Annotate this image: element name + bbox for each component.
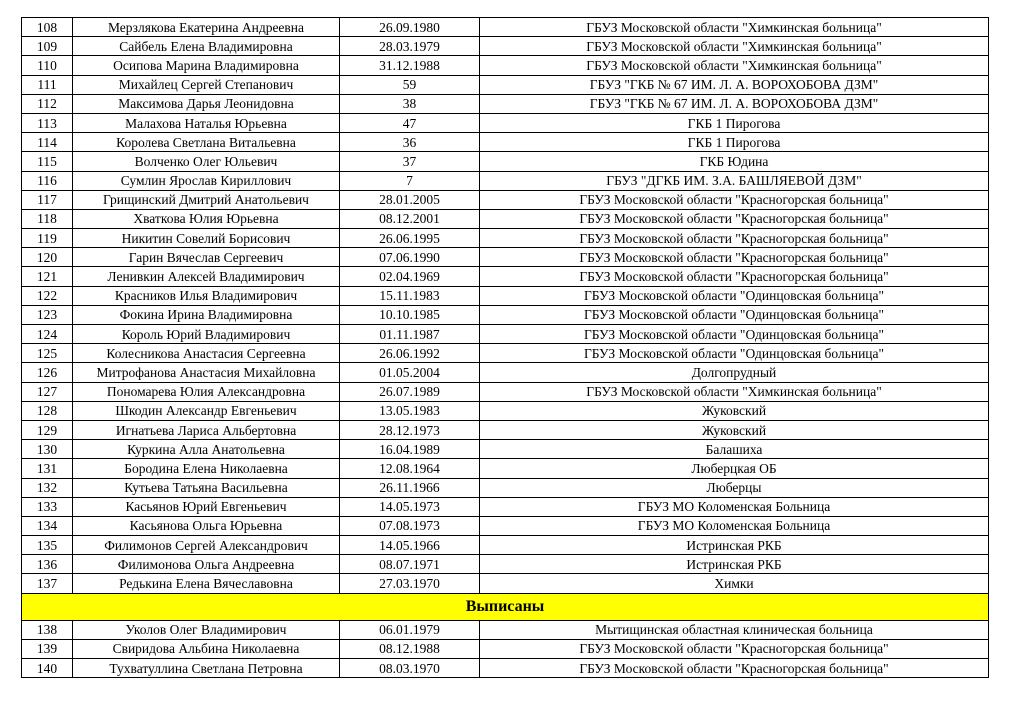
hospital-cell: ГБУЗ Московской области "Химкинская больница" (480, 56, 989, 75)
hospital-cell: ГБУЗ Московской области "Одинцовская больница" (480, 325, 989, 344)
row-number-cell: 135 (22, 536, 73, 555)
hospital-cell: ГБУЗ Московской области "Красногорская больница" (480, 639, 989, 658)
patient-name-cell: Никитин Совелий Борисович (73, 229, 340, 248)
birthdate-age-cell: 01.11.1987 (340, 325, 480, 344)
hospital-cell: ГБУЗ Московской области "Одинцовская больница" (480, 286, 989, 305)
patient-name-cell: Грищинский Дмитрий Анатольевич (73, 190, 340, 209)
table-row (22, 305, 989, 324)
row-number-cell: 110 (22, 56, 73, 75)
birthdate-age-cell: 06.01.1979 (340, 620, 480, 639)
patient-name-cell: Максимова Дарья Леонидовна (73, 94, 340, 113)
hospital-cell: ГБУЗ Московской области "Химкинская больница" (480, 18, 989, 37)
table-row (22, 267, 989, 286)
patient-name-cell: Колесникова Анастасия Сергеевна (73, 344, 340, 363)
row-number-cell: 140 (22, 659, 73, 678)
patient-name-cell: Фокина Ирина Владимировна (73, 305, 340, 324)
hospital-cell: ГБУЗ Московской области "Красногорская больница" (480, 229, 989, 248)
birthdate-age-cell: 7 (340, 171, 480, 190)
patient-name-cell: Михайлец Сергей Степанович (73, 75, 340, 94)
hospital-cell: ГБУЗ Московской области "Химкинская больница" (480, 382, 989, 401)
row-number-cell: 138 (22, 620, 73, 639)
section-title: Выписаны (22, 593, 989, 620)
hospital-cell: Жуковский (480, 420, 989, 439)
birthdate-age-cell: 37 (340, 152, 480, 171)
patient-name-cell: Хваткова Юлия Юрьевна (73, 209, 340, 228)
birthdate-age-cell: 08.12.1988 (340, 639, 480, 658)
table-row (22, 18, 989, 37)
row-number-cell: 139 (22, 639, 73, 658)
patient-name-cell: Филимонов Сергей Александрович (73, 536, 340, 555)
hospital-cell: ГКБ 1 Пирогова (480, 113, 989, 132)
patient-name-cell: Гарин Вячеслав Сергеевич (73, 248, 340, 267)
table-row (22, 536, 989, 555)
birthdate-age-cell: 26.06.1995 (340, 229, 480, 248)
hospital-cell: Мытищинская областная клиническая больница (480, 620, 989, 639)
table-row (22, 440, 989, 459)
row-number-cell: 118 (22, 209, 73, 228)
row-number-cell: 115 (22, 152, 73, 171)
section-discharged (22, 593, 989, 620)
patient-name-cell: Король Юрий Владимирович (73, 325, 340, 344)
birthdate-age-cell: 10.10.1985 (340, 305, 480, 324)
table-row (22, 229, 989, 248)
hospital-cell: ГКБ Юдина (480, 152, 989, 171)
table-row (22, 190, 989, 209)
table-row (22, 401, 989, 420)
table-row (22, 344, 989, 363)
table-row (22, 209, 989, 228)
hospital-cell: ГБУЗ Московской области "Красногорская больница" (480, 248, 989, 267)
row-number-cell: 126 (22, 363, 73, 382)
birthdate-age-cell: 28.01.2005 (340, 190, 480, 209)
birthdate-age-cell: 28.03.1979 (340, 37, 480, 56)
row-number-cell: 124 (22, 325, 73, 344)
row-number-cell: 112 (22, 94, 73, 113)
birthdate-age-cell: 26.09.1980 (340, 18, 480, 37)
table-row (22, 248, 989, 267)
row-number-cell: 113 (22, 113, 73, 132)
table-row (22, 620, 989, 639)
patient-name-cell: Филимонова Ольга Андреевна (73, 555, 340, 574)
table-row (22, 286, 989, 305)
table-row (22, 459, 989, 478)
birthdate-age-cell: 59 (340, 75, 480, 94)
row-number-cell: 120 (22, 248, 73, 267)
hospital-cell: Истринская РКБ (480, 555, 989, 574)
birthdate-age-cell: 08.03.1970 (340, 659, 480, 678)
hospital-cell: Жуковский (480, 401, 989, 420)
hospital-cell: ГКБ 1 Пирогова (480, 133, 989, 152)
birthdate-age-cell: 15.11.1983 (340, 286, 480, 305)
birthdate-age-cell: 16.04.1989 (340, 440, 480, 459)
birthdate-age-cell: 26.07.1989 (340, 382, 480, 401)
table-row (22, 555, 989, 574)
table-row (22, 94, 989, 113)
patient-name-cell: Ленивкин Алексей Владимирович (73, 267, 340, 286)
birthdate-age-cell: 26.06.1992 (340, 344, 480, 363)
patient-name-cell: Тухватуллина Светлана Петровна (73, 659, 340, 678)
patient-name-cell: Кутьева Татьяна Васильевна (73, 478, 340, 497)
patient-name-cell: Куркина Алла Анатольевна (73, 440, 340, 459)
birthdate-age-cell: 31.12.1988 (340, 56, 480, 75)
patient-name-cell: Сумлин Ярослав Кириллович (73, 171, 340, 190)
row-number-cell: 119 (22, 229, 73, 248)
patient-name-cell: Осипова Марина Владимировна (73, 56, 340, 75)
birthdate-age-cell: 14.05.1966 (340, 536, 480, 555)
patient-name-cell: Сайбель Елена Владимировна (73, 37, 340, 56)
row-number-cell: 125 (22, 344, 73, 363)
table-row (22, 516, 989, 535)
patient-name-cell: Митрофанова Анастасия Михайловна (73, 363, 340, 382)
hospital-cell: ГБУЗ Московской области "Красногорская больница" (480, 267, 989, 286)
table-row (22, 56, 989, 75)
hospital-cell: Балашиха (480, 440, 989, 459)
birthdate-age-cell: 38 (340, 94, 480, 113)
birthdate-age-cell: 07.06.1990 (340, 248, 480, 267)
patients-table (21, 17, 989, 678)
hospital-cell: ГБУЗ МО Коломенская Больница (480, 497, 989, 516)
row-number-cell: 114 (22, 133, 73, 152)
section-header-row (22, 593, 989, 620)
patient-name-cell: Красников Илья Владимирович (73, 286, 340, 305)
table-row (22, 363, 989, 382)
table-row (22, 75, 989, 94)
table-row (22, 171, 989, 190)
patient-name-cell: Редькина Елена Вячеславовна (73, 574, 340, 593)
row-number-cell: 129 (22, 420, 73, 439)
birthdate-age-cell: 28.12.1973 (340, 420, 480, 439)
birthdate-age-cell: 01.05.2004 (340, 363, 480, 382)
birthdate-age-cell: 26.11.1966 (340, 478, 480, 497)
row-number-cell: 134 (22, 516, 73, 535)
hospital-cell: ГБУЗ "ГКБ № 67 ИМ. Л. А. ВОРОХОБОВА ДЗМ" (480, 75, 989, 94)
hospital-cell: ГБУЗ "ГКБ № 67 ИМ. Л. А. ВОРОХОБОВА ДЗМ" (480, 94, 989, 113)
hospital-cell: ГБУЗ Московской области "Красногорская больница" (480, 659, 989, 678)
birthdate-age-cell: 27.03.1970 (340, 574, 480, 593)
table-row (22, 420, 989, 439)
row-number-cell: 116 (22, 171, 73, 190)
row-number-cell: 136 (22, 555, 73, 574)
row-number-cell: 122 (22, 286, 73, 305)
row-number-cell: 133 (22, 497, 73, 516)
table-row (22, 497, 989, 516)
patient-name-cell: Игнатьева Лариса Альбертовна (73, 420, 340, 439)
hospital-cell: Истринская РКБ (480, 536, 989, 555)
patient-name-cell: Малахова Наталья Юрьевна (73, 113, 340, 132)
patient-name-cell: Касьянов Юрий Евгеньевич (73, 497, 340, 516)
birthdate-age-cell: 02.04.1969 (340, 267, 480, 286)
discharged-table-body (22, 620, 989, 678)
birthdate-age-cell: 47 (340, 113, 480, 132)
patient-name-cell: Королева Светлана Витальевна (73, 133, 340, 152)
hospital-cell: ГБУЗ Московской области "Одинцовская больница" (480, 344, 989, 363)
patient-name-cell: Мерзлякова Екатерина Андреевна (73, 18, 340, 37)
patients-table-body (22, 18, 989, 594)
row-number-cell: 109 (22, 37, 73, 56)
birthdate-age-cell: 14.05.1973 (340, 497, 480, 516)
table-row (22, 37, 989, 56)
row-number-cell: 127 (22, 382, 73, 401)
table-row (22, 113, 989, 132)
table-row (22, 639, 989, 658)
row-number-cell: 137 (22, 574, 73, 593)
table-row (22, 574, 989, 593)
row-number-cell: 128 (22, 401, 73, 420)
hospital-cell: ГБУЗ Московской области "Химкинская больница" (480, 37, 989, 56)
patient-name-cell: Пономарева Юлия Александровна (73, 382, 340, 401)
birthdate-age-cell: 36 (340, 133, 480, 152)
birthdate-age-cell: 12.08.1964 (340, 459, 480, 478)
hospital-cell: ГБУЗ МО Коломенская Больница (480, 516, 989, 535)
table-row (22, 659, 989, 678)
patient-name-cell: Касьянова Ольга Юрьевна (73, 516, 340, 535)
birthdate-age-cell: 08.12.2001 (340, 209, 480, 228)
hospital-cell: Долгопрудный (480, 363, 989, 382)
patient-name-cell: Уколов Олег Владимирович (73, 620, 340, 639)
row-number-cell: 111 (22, 75, 73, 94)
hospital-cell: ГБУЗ "ДГКБ ИМ. З.А. БАШЛЯЕВОЙ ДЗМ" (480, 171, 989, 190)
row-number-cell: 131 (22, 459, 73, 478)
row-number-cell: 117 (22, 190, 73, 209)
table-row (22, 152, 989, 171)
table-row (22, 382, 989, 401)
table-row (22, 325, 989, 344)
document-page (21, 17, 988, 678)
hospital-cell: ГБУЗ Московской области "Красногорская больница" (480, 209, 989, 228)
patient-name-cell: Волченко Олег Юльевич (73, 152, 340, 171)
hospital-cell: Химки (480, 574, 989, 593)
patient-name-cell: Свиридова Альбина Николаевна (73, 639, 340, 658)
birthdate-age-cell: 13.05.1983 (340, 401, 480, 420)
patient-name-cell: Бородина Елена Николаевна (73, 459, 340, 478)
hospital-cell: Люберцкая ОБ (480, 459, 989, 478)
table-row (22, 478, 989, 497)
table-row (22, 133, 989, 152)
birthdate-age-cell: 08.07.1971 (340, 555, 480, 574)
row-number-cell: 130 (22, 440, 73, 459)
hospital-cell: ГБУЗ Московской области "Красногорская больница" (480, 190, 989, 209)
row-number-cell: 123 (22, 305, 73, 324)
row-number-cell: 108 (22, 18, 73, 37)
row-number-cell: 121 (22, 267, 73, 286)
row-number-cell: 132 (22, 478, 73, 497)
patient-name-cell: Шкодин Александр Евгеньевич (73, 401, 340, 420)
hospital-cell: ГБУЗ Московской области "Одинцовская больница" (480, 305, 989, 324)
hospital-cell: Люберцы (480, 478, 989, 497)
birthdate-age-cell: 07.08.1973 (340, 516, 480, 535)
